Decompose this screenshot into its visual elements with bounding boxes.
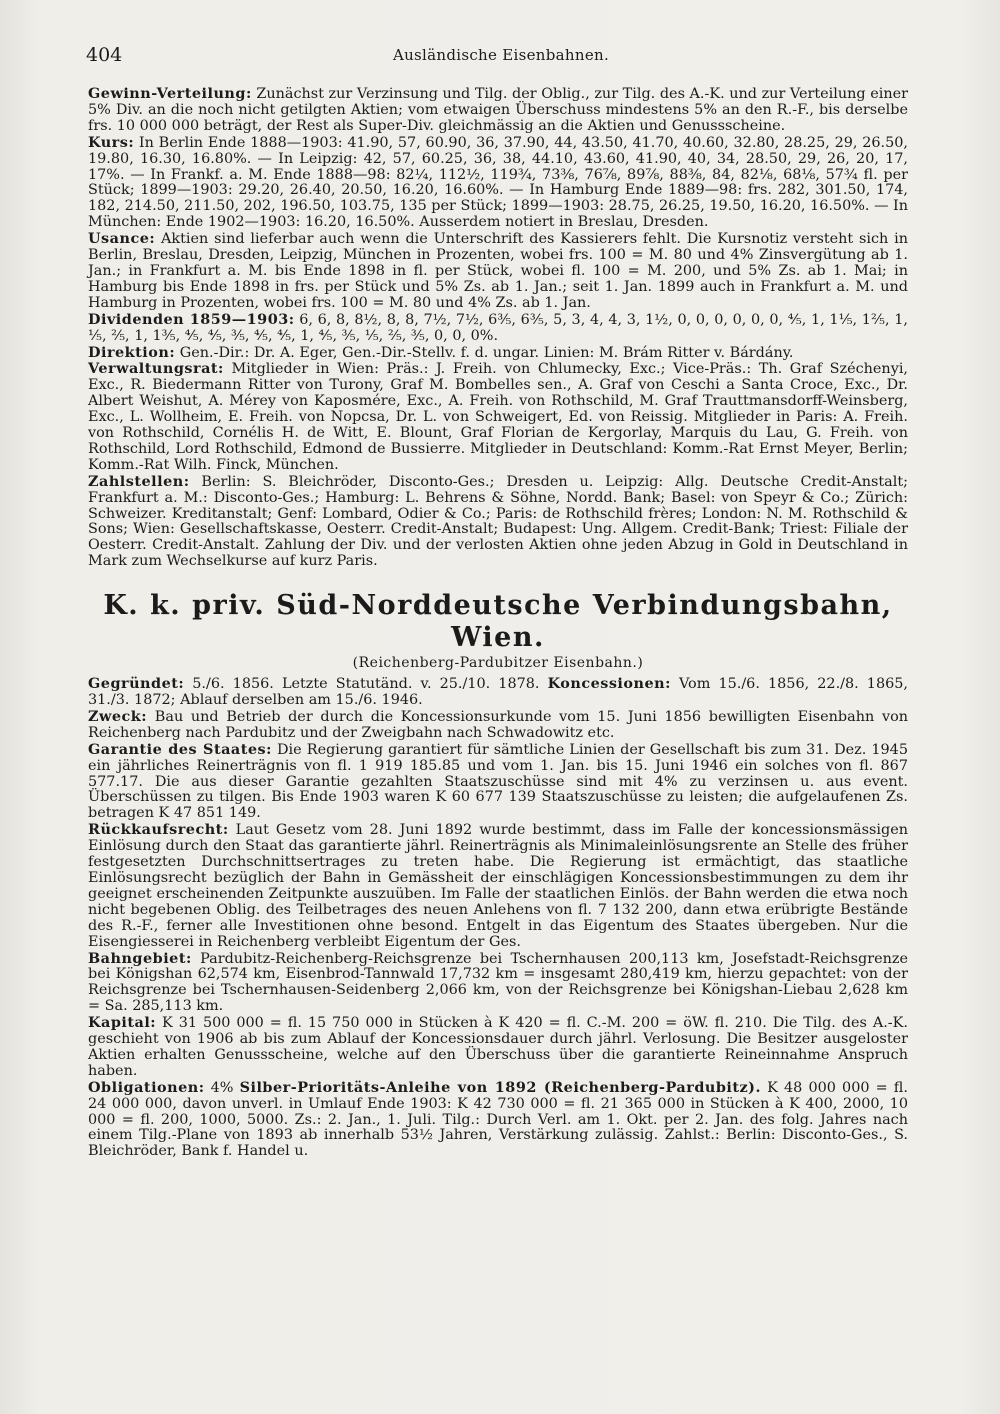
section-term: Garantie des Staates: — [88, 740, 272, 758]
section-direktion — [88, 345, 908, 362]
section-text: 4% — [204, 1079, 240, 1096]
section-text: Pardubitz-Reichenberg-Reichsgrenze bei Tschernhausen 200,113 km, Josefstadt-Reichsgrenze bei Königshan 62,574 km, Eisenbrod-Tannwald 17,732 km = insgesamt 280,419 km, hierzu gepachtet: von der Reichsgrenze bei Tschernhausen-Seidenberg 2,066 km, von der Reichsgrenze bei Königshan-Liebau 2,628 km = Sa. 285,113 km. — [88, 950, 908, 1015]
section-text-koncessionen: Vom 15./6. 1856, 22./8. 1865, 31./3. 1872; Ablauf derselben am 15./6. 1946. — [88, 676, 908, 708]
page-number: 404 — [86, 44, 123, 66]
company-subtitle: (Reichenberg-Pardubitzer Eisenbahn.) — [352, 655, 644, 672]
section-term: Usance: — [88, 230, 156, 248]
section-obligationen — [88, 1080, 908, 1161]
section-gegruendet — [88, 676, 908, 709]
running-title: Ausländische Eisenbahnen. — [392, 46, 610, 64]
section-term: Gewinn-Verteilung: — [88, 85, 252, 102]
section-verwaltungsrat — [88, 361, 908, 473]
page-header — [86, 44, 916, 72]
section-text: Laut Gesetz vom 28. Juni 1892 wurde bestimmt, dass im Falle der koncessionsmässigen Einlösung durch den Staat das garantierte jährl. Reinerträgnis als Minimaleinlösungsrente an Stelle des früher festgesetzten Durchschnittsertrages zu treten habe. Die Regierung ist ermächtigt, das staatliche Einlösungsrecht bezüglich der Bahn in Gemässheit der einschlägigen Koncessionsbestimmungen zu dem ihr geeignet erscheinenden Zeitpunkte auszuüben. Im Falle der staatlichen Einlös. der Bahn werden die etwa noch nicht begebenen Oblig. des Teilbetrages des neuen Anlehens von fl. 7 132 200, dann etwa erübrigte Bestände des R.-F., ferner alle Investitionen ohne besond. Entgelt in das Eigentum des Staates übergeben. Nur die Eisengiesserei in Reichenberg verbleibt Eigentum der Ges. — [88, 822, 908, 950]
section-term: Zahlstellen: — [88, 472, 190, 490]
section-term: Verwaltungsrat: — [88, 360, 224, 378]
section-text: Aktien sind lieferbar auch wenn die Unterschrift des Kassierers fehlt. Die Kursnotiz versteht sich in Berlin, Breslau, Dresden, Leipzig, München in Prozenten, wobei frs. 100 = M. 80 und 4% Zinsvergütung ab 1. Jan.; in Frankfurt a. M. bis Ende 1898 in fl. per Stück, wobei fl. 100 = M. 200, und 5% Zs. ab 1. Mai; in Hamburg bis Ende 1898 in frs. per Stück und 5% Zs. ab 1. Jan.; seit 1. Jan. 1899 auch in Frankfurt a. M. und Hamburg in Prozenten, wobei frs. 100 = M. 80 und 4% Zs. ab 1. Jan. — [88, 231, 908, 311]
section-text: Die Regierung garantiert für sämtliche Linien der Gesellschaft bis zum 31. Dez. 1945 ein jährliches Reinerträgnis von fl. 1 919 185.85 und vom 1. Jan. bis 15. Juni 1946 ein solches von fl. 867 577.17. Die aus dieser Garantie gezahlten Staatszuschüsse sind mit 4% zu verzinsen u. aus event. Überschüssen zu tilgen. Bis Ende 1903 waren K 60 677 139 Staatszuschüsse zu leisten; die aufgelaufenen Zs. betragen K 47 851 149. — [88, 741, 908, 822]
section-zahlstellen — [88, 474, 908, 570]
section-text: Gen.-Dir.: Dr. A. Eger, Gen.-Dir.-Stellv. f. d. ungar. Linien: M. Brám Ritter v. Bárdány. — [175, 344, 794, 361]
section-dividenden — [88, 312, 908, 345]
section-rueckkaufsrecht — [88, 822, 908, 950]
section-term: Kapital: — [88, 1014, 157, 1032]
section-usance — [88, 231, 908, 312]
section-text: 6, 6, 8, 8½, 8, 8, 7½, 7½, 6⅗, 6⅗, 5, 3, 4, 4, 3, 1½, 0, 0, 0, 0, 0, 0, ⅘, 1, 1⅕, 1⅖, 1, ⅕, ⅖, 1, 1⅗, ⅘, ⅘, ⅗, ⅘, ⅘, 1, ⅘, ⅗, ⅕, ⅖, ⅗, 0, 0, 0%. — [88, 311, 908, 344]
section-text: 5./6. 1856. Letzte Statutänd. v. 25./10. 1878. — [184, 676, 548, 693]
section-term: Kurs: — [88, 133, 135, 151]
section-text: Zunächst zur Verzinsung und Tilg. der Oblig., zur Tilg. des A.-K. und zur Verteilung einer 5% Div. an die noch nicht getilgten Aktien; vom etwaigen Überschuss mindestens 5% an den R.-F., bis derselbe frs. 10 000 000 beträgt, der Rest als Super-Div. gleichmässig an die Aktien und Genussscheine. — [88, 86, 908, 134]
section-term: Zweck: — [88, 707, 148, 725]
section-text: Bau und Betrieb der durch die Koncessionsurkunde vom 15. Juni 1856 bewilligten Eisenbahn von Reichenberg nach Pardubitz und der Zweigbahn nach Schwadowitz etc. — [88, 708, 908, 741]
section-text: K 31 500 000 = fl. 15 750 000 in Stücken à K 420 = fl. C.-M. 200 = öW. fl. 210. Die Tilg. des A.-K. geschieht von 1906 ab bis zum Ablauf der Koncessionsdauer durch jährl. Verlosung. Die Besitzer ausgeloster Aktien erhalten Genussscheine, welche auf den Überschuss über die garantierte Reineinnahme Anspruch haben. — [88, 1015, 908, 1079]
section-text: In Berlin Ende 1888—1903: 41.90, 57, 60.90, 36, 37.90, 44, 43.50, 41.70, 40.60, 32.80, 28.25, 29, 26.50, 19.80, 16.30, 16.80%. — In Leipzig: 42, 57, 60.25, 36, 38, 44.10, 43.60, 41.90, 40, 34, 28.50, 29, 26, 20, 17, 17%. — In Frankf. a. M. Ende 1888—98: 82¼, 112½, 119¾, 73⅜, 76⅞, 89⅞, 88⅜, 84, 82⅛, 68⅛, 57¾ fl. per Stück; 1899—1903: 29.20, 26.40, 20.50, 16.20, 16.60%. — In Hamburg Ende 1889—98: frs. 282, 301.50, 174, 182, 214.50, 211.50, 202, 196.50, 103.75, 135 per Stück; 1899—1903: 28.75, 26.25, 19.50, 16.20, 16.50%. — In München: Ende 1902—1903: 16.20, 16.50%. Ausserdem notiert in Breslau, Dresden. — [88, 134, 908, 231]
section-term-anleihe: Silber-Prioritäts-Anleihe von 1892 (Reichenberg-Pardubitz). — [239, 1078, 762, 1096]
section-kurs — [88, 135, 908, 231]
section-text: Berlin: S. Bleichröder, Disconto-Ges.; Dresden u. Leipzig: Allg. Deutsche Credit-Anstalt; Frankfurt a. M.: Disconto-Ges.; Hamburg: L. Behrens & Söhne, Nordd. Bank; Basel: von Speyr & Co.; Zürich: Schweizer. Kreditanstalt; Genf: Lombard, Odier & Co.; Paris: de Rothschild frères; London: N. M. Rothschild & Sons; Wien: Gesellschaftskasse, Oesterr. Credit-Anstalt; Budapest: Ung. Allgem. Credit-Bank; Triest: Filiale der Oesterr. Credit-Anstalt. Zahlung der Div. und der verlosten Aktien ohne jeden Abzug in Gold in Deutschland in Mark zum Wechselkurse auf kurz Paris. — [88, 473, 908, 570]
section-kapital — [88, 1015, 908, 1080]
section-garantie — [88, 742, 908, 823]
section-text-anleihe: K 48 000 000 = fl. 24 000 000, davon unverl. in Umlauf Ende 1903: K 42 730 000 = fl. 21 365 000 in Stücken à K 400, 2000, 10 000 = fl. 200, 1000, 5000. Zs.: 2. Jan., 1. Juli. Tilg.: Durch Verl. am 1. Okt. per 2. Jan. des folg. Jahres nach einem Tilg.-Plane von 1893 ab innerhalb 53½ Jahren, Verstärkung zulässig. Zahlst.: Berlin: Disconto-Ges., S. Bleichröder, Bank f. Handel u. — [88, 1079, 908, 1160]
section-zweck — [88, 709, 908, 742]
page-body — [88, 86, 908, 1160]
section-gewinn-verteilung — [88, 86, 908, 135]
section-bahngebiet — [88, 951, 908, 1016]
section-term: Gegründet: — [88, 675, 185, 693]
section-text: Mitglieder in Wien: Präs.: J. Freih. von Chlumecky, Exc.; Vice-Präs.: Th. Graf Széchenyi, Exc., R. Biedermann Ritter von Turony, Graf M. Bombelles sen., A. Graf von Ceschi a Santa Croce, Exc., Dr. Albert Weishut, A. Mérey von Kaposmére, Exc., A. Freih. von Rothschild, M. Graf Trauttmansdorff-Weinsberg, Exc., L. Wollheim, E. Freih. von Nopcsa, Dr. L. von Schweigert, Ed. von Reissig. Mitglieder in Paris: A. Freih. von Rothschild, Cornélis H. de Witt, E. Blount, Graf Florian de Kergorlay, Marquis du Lau, G. Freih. von Rothschild, Lord Rothschild, Edmond de Bussierre. Mitglieder in Deutschland: Komm.-Rat Ernst Meyer, Berlin; Komm.-Rat Wilh. Finck, München. — [88, 361, 908, 473]
section-term-koncessionen: Koncessionen: — [547, 675, 671, 693]
company-title: K. k. priv. Süd-Norddeutsche Verbindungsbahn, Wien. — [103, 590, 893, 654]
section-term: Rückkaufsrecht: — [88, 821, 229, 839]
section-term: Bahngebiet: — [88, 949, 192, 967]
section-term: Direktion: — [88, 343, 176, 361]
section-term: Dividenden 1859—1903: — [88, 310, 295, 328]
section-term: Obligationen: — [88, 1078, 205, 1096]
